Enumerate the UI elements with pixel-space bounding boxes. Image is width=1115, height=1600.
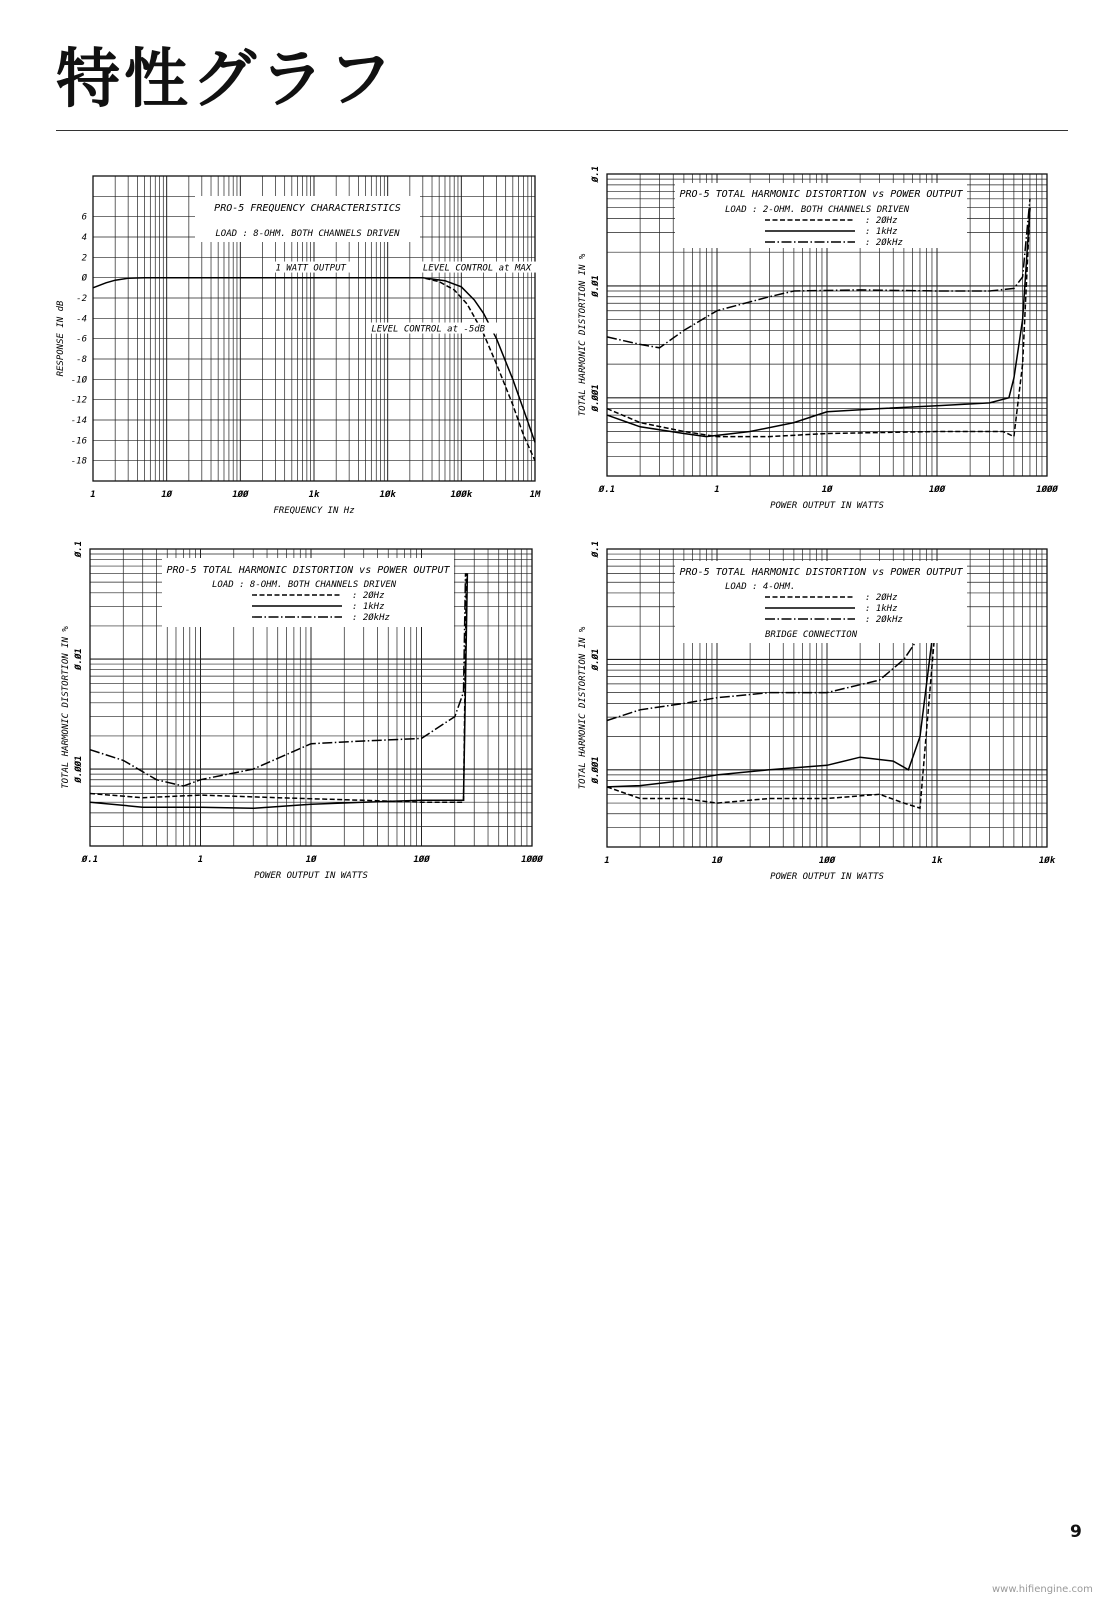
x-tick-label: 1k — [308, 490, 320, 500]
annotation: LEVEL CONTROL at -5dB — [371, 324, 486, 335]
y-tick-label: Ø.Ø1 — [74, 648, 84, 670]
x-tick-label: 1ØØ — [818, 856, 836, 866]
y-tick-label: -18 — [70, 456, 87, 467]
y-tick-label: Ø.ØØ1 — [74, 755, 84, 783]
legend-label: : 1kHz — [352, 602, 385, 612]
y-tick-label: Ø.1 — [591, 540, 601, 558]
x-tick-label: 1Ø — [305, 855, 317, 865]
y-tick-label: Ø.1 — [591, 165, 601, 183]
legend-label: : 2ØHz — [865, 216, 898, 226]
x-tick-label: Ø.1 — [81, 855, 99, 865]
y-tick-label: -4 — [76, 314, 87, 325]
y-axis-label: TOTAL HARMONIC DISTORTION IN % — [578, 626, 588, 790]
y-tick-label: Ø — [81, 273, 87, 284]
x-tick-label: 1ØØ — [928, 485, 946, 495]
x-tick-label: 1ØØ — [232, 490, 249, 500]
x-tick-label: 1Øk — [1038, 856, 1056, 866]
annotation: 1 WATT OUTPUT — [275, 263, 346, 274]
y-tick-label: -12 — [70, 395, 87, 406]
x-tick-label: 1 — [714, 485, 720, 495]
x-tick-label: 1Ø — [821, 485, 833, 495]
legend-label: : 1kHz — [865, 227, 898, 237]
x-tick-label: Ø.1 — [598, 485, 616, 495]
y-tick-label: Ø.1 — [74, 540, 84, 558]
page-number: 9 — [1070, 1522, 1082, 1542]
x-tick-label: 1ØØk — [450, 490, 473, 500]
x-axis-label: POWER OUTPUT IN WATTS — [254, 871, 368, 881]
chart-subtitle: LOAD : 8-OHM. BOTH CHANNELS DRIVEN — [215, 229, 400, 239]
x-tick-label: 1 — [90, 490, 96, 500]
chart-title: PRO-5 FREQUENCY CHARACTERISTICS — [214, 203, 401, 214]
x-tick-label: 1Øk — [379, 490, 396, 500]
thd-2ohm-chart — [575, 160, 1065, 511]
legend-note: BRIDGE CONNECTION — [765, 630, 858, 640]
annotation: LEVEL CONTROL at MAX — [422, 263, 532, 274]
legend-label: : 2ØkHz — [352, 613, 390, 623]
y-tick-label: 2 — [81, 253, 87, 264]
chart-title: PRO-5 TOTAL HARMONIC DISTORTION vs POWER OUTPUT — [679, 567, 963, 578]
x-axis-label: POWER OUTPUT IN WATTS — [770, 872, 884, 882]
frequency-response-chart — [50, 168, 550, 516]
x-tick-label: 1Ø — [711, 856, 723, 866]
y-tick-label: -1Ø — [70, 375, 87, 386]
chart-title: PRO-5 TOTAL HARMONIC DISTORTION vs POWER OUTPUT — [679, 189, 963, 200]
page-title: 特性グラフ — [56, 43, 396, 117]
y-tick-label: Ø.ØØ1 — [591, 384, 601, 412]
x-tick-label: 1 — [604, 856, 610, 866]
y-axis-label: TOTAL HARMONIC DISTORTION IN % — [578, 253, 588, 417]
x-tick-label: 1Ø — [161, 490, 173, 500]
chart-title: PRO-5 TOTAL HARMONIC DISTORTION vs POWER OUTPUT — [166, 565, 450, 576]
y-tick-label: -8 — [76, 355, 87, 365]
y-axis-label: TOTAL HARMONIC DISTORTION IN % — [61, 626, 71, 789]
title-rule — [56, 130, 1068, 131]
y-tick-label: 6 — [81, 212, 87, 223]
x-tick-label: 1ØØ — [413, 855, 430, 865]
y-tick-label: 4 — [81, 233, 87, 243]
x-tick-label: 1ØØØ — [1036, 485, 1058, 495]
x-tick-label: 1k — [931, 856, 943, 866]
x-axis-label: POWER OUTPUT IN WATTS — [770, 501, 884, 511]
x-axis-label: FREQUENCY IN Hz — [273, 506, 355, 516]
y-axis-label: RESPONSE IN dB — [56, 300, 66, 377]
thd-8ohm-chart — [52, 535, 552, 880]
thd-4ohm-bridge-chart — [575, 535, 1065, 880]
x-tick-label: 1ØØØ — [521, 855, 543, 865]
y-tick-label: Ø.ØØ1 — [591, 756, 601, 784]
x-tick-label: 1M — [529, 490, 541, 500]
y-tick-label: -14 — [70, 416, 87, 426]
watermark: www.hifiengine.com — [992, 1584, 1093, 1595]
x-tick-label: 1 — [197, 855, 204, 865]
y-tick-label: -6 — [76, 334, 87, 345]
chart-subtitle: LOAD : 2-OHM. BOTH CHANNELS DRIVEN — [725, 205, 910, 215]
y-tick-label: -2 — [76, 294, 87, 304]
legend-label: : 2ØHz — [865, 593, 898, 603]
legend-label: : 1kHz — [865, 604, 898, 614]
legend-label: : 2ØkHz — [865, 238, 903, 248]
legend-label: : 2ØkHz — [865, 615, 903, 625]
chart-subtitle: LOAD : 4-OHM. — [725, 582, 796, 592]
y-tick-label: Ø.Ø1 — [591, 648, 601, 671]
legend-label: : 2ØHz — [352, 591, 385, 601]
y-tick-label: Ø.Ø1 — [591, 275, 601, 297]
chart-subtitle: LOAD : 8-OHM. BOTH CHANNELS DRIVEN — [212, 580, 397, 590]
y-tick-label: -16 — [70, 436, 87, 447]
